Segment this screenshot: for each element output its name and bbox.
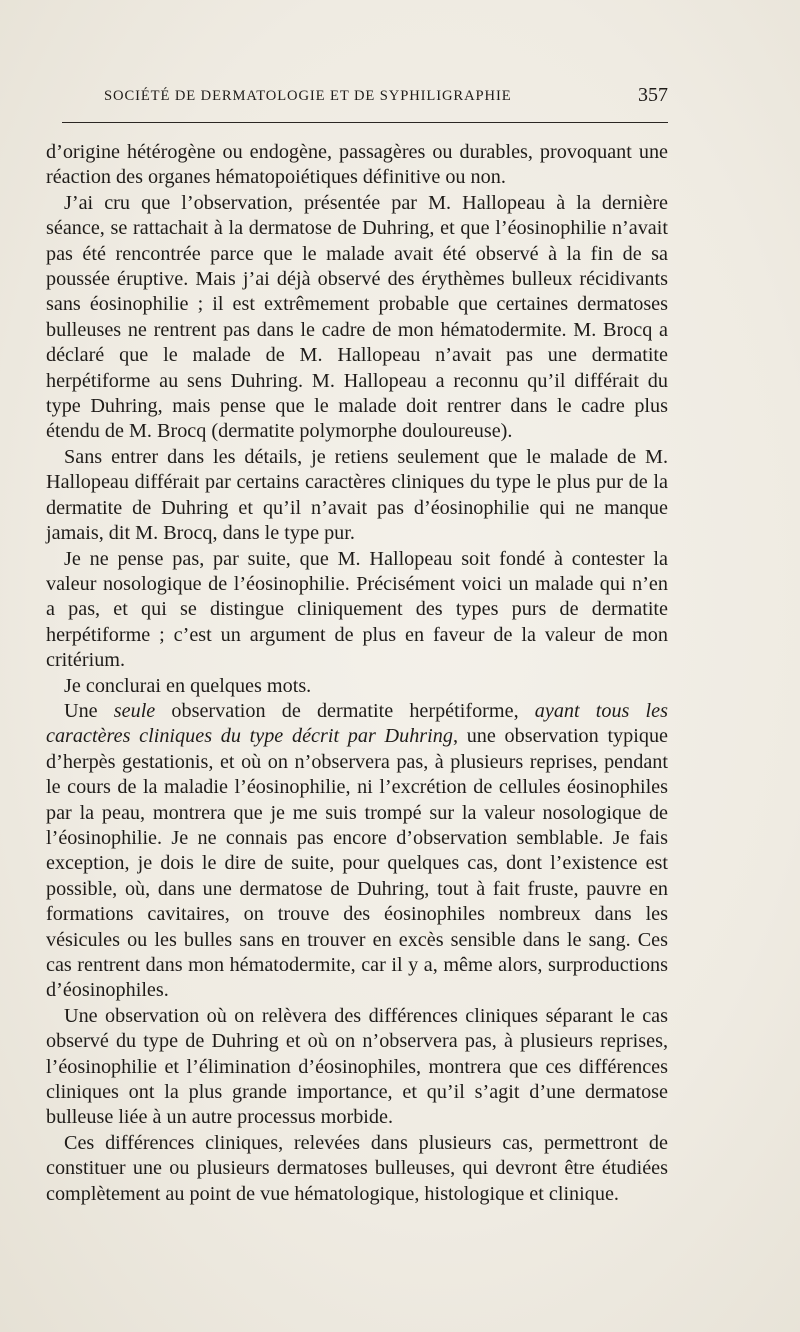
body-text	[46, 140, 668, 1207]
header-rule	[62, 122, 668, 123]
paragraph-p6	[46, 699, 668, 1004]
paragraph-p5	[46, 674, 668, 699]
paragraph-p8	[46, 1131, 668, 1207]
paragraph-p4	[46, 547, 668, 674]
text-segment: Sans entrer dans les détails, je retiens seulement que le malade de M. Hallopeau différait par certains caractères cliniques du type le plus pur de la dermatite de Duhring et qu’il n’avait pas d’éosinophilie qui ne manque jamais, dit M. Brocq, dans le type pur.	[46, 445, 668, 545]
text-segment: Je ne pense pas, par suite, que M. Hallopeau soit fondé à contester la valeur nosologique de l’éosinophilie. Précisément voici un malade qui n’en a pas, et qui se distingue cliniquement des types purs de dermatite herpétiforme ; c’est un argument de plus en faveur de la valeur de mon critérium.	[46, 547, 668, 672]
italic-text: seule	[113, 699, 156, 722]
running-title: SOCIÉTÉ DE DERMATOLOGIE ET DE SYPHILIGRAPHIE	[104, 88, 512, 104]
text-segment: , une observation typique d’herpès gestationis, et où on n’observera pas, à plusieurs reprises, pendant le cours de la maladie l’éosinophilie, ni l’excrétion de cellules éosinophiles par la peau, montrera que je me suis trompé sur la valeur nosologique de l’éosinophilie. Je ne connais pas encore d’observation semblable. Je fais exception, je dois le dire de suite, pour quelques cas, dont l’existence est possible, où, dans une dermatose de Duhring, tout à fait fruste, pauvre en formations cavitaires, on trouve des éosinophiles nombreux dans les vésicules ou les bulles sans en trouver en excès sensible dans le sang. Ces cas rentrent dans mon hématodermite, car il y a, même alors, surproductions d’éosinophiles.	[46, 725, 669, 1002]
text-segment: Ces différences cliniques, relevées dans plusieurs cas, permettront de constituer une ou plusieurs dermatoses bulleuses, qui devront être étudiées complètement au point de vue hématologique, histologique et clinique.	[46, 1131, 668, 1205]
text-segment: observation de dermatite herpétiforme,	[155, 699, 535, 722]
paragraph-p2	[46, 191, 668, 445]
text-segment: d’origine hétérogène ou endogène, passagères ou durables, provoquant une réaction des organes hématopoiétiques définitive ou non.	[46, 141, 668, 189]
text-segment: Une observation où on relèvera des différences cliniques séparant le cas observé du type de Duhring et où on n’observera pas, à plusieurs reprises, l’éosinophilie et l’élimination d’éosinophiles, montrera que ces différences cliniques ont la plus grande importance, et qu’il s’agit d’une dermatose bulleuse liée à un autre processus morbide.	[46, 1004, 668, 1129]
paragraph-p1	[46, 140, 668, 191]
text-segment: Une	[64, 699, 114, 722]
italic-text: ayant tous les caractères cliniques du type décrit par Duhring	[46, 699, 668, 748]
text-segment: J’ai cru que l’observation, présentée par M. Hallopeau à la dernière séance, se rattachait à la dermatose de Duhring, et que l’éosinophilie n’avait pas été rencontrée parce que le malade avait été observé à la fin de sa poussée éruptive. Mais j’ai déjà observé des érythèmes bulleux récidivants sans éosinophilie ; il est extrêmement probable que certaines dermatoses bulleuses ne rentrent pas dans le cadre de mon hématodermite. M. Brocq a déclaré que le malade de M. Hallopeau n’avait pas une dermatite herpétiforme au sens Duhring. M. Hallopeau a reconnu qu’il différait du type Duhring, mais pense que le malade doit rentrer dans le cadre plus étendu de M. Brocq (dermatite polymorphe douloureuse).	[46, 191, 668, 443]
page-number: 357	[638, 84, 668, 106]
paragraph-p7	[46, 1004, 668, 1131]
text-segment: Je conclurai en quelques mots.	[64, 674, 312, 697]
paragraph-p3	[46, 445, 668, 547]
page-header	[104, 86, 668, 110]
